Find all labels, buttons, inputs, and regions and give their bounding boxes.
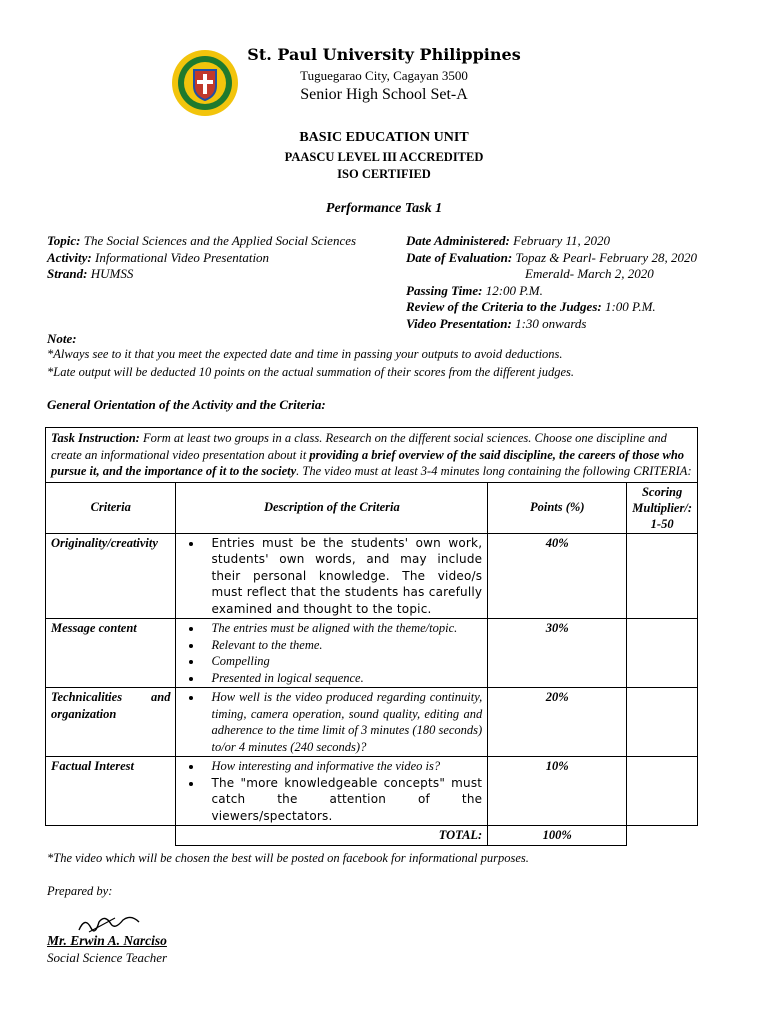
points-cell: 40% bbox=[488, 533, 627, 619]
note-line-1: *Always see to it that you meet the expected date and time in passing your outputs to avoid deductions. bbox=[47, 347, 563, 361]
activity-label: Activity: bbox=[47, 249, 92, 265]
certification-line: ISO CERTIFIED bbox=[337, 167, 431, 181]
table-row bbox=[46, 757, 698, 826]
header-criteria: Criteria bbox=[46, 482, 176, 533]
header-multiplier: Scoring Multiplier/: 1-50 bbox=[627, 482, 698, 533]
header-points: Points (%) bbox=[488, 482, 627, 533]
activity-value: Informational Video Presentation bbox=[95, 249, 270, 265]
details-left bbox=[47, 233, 356, 283]
teacher-name: Mr. Erwin A. Narciso bbox=[47, 933, 167, 948]
note-label: Note: bbox=[47, 331, 77, 346]
score-cell[interactable] bbox=[627, 619, 698, 688]
points-cell: 20% bbox=[488, 688, 627, 757]
instruction-label: Task Instruction: bbox=[51, 431, 140, 445]
passing-value: 12:00 P.M. bbox=[485, 282, 543, 298]
criteria-cell: Message content bbox=[46, 619, 176, 688]
table-row bbox=[46, 619, 698, 688]
table-row bbox=[46, 688, 698, 757]
review-value: 1:00 P.M. bbox=[604, 299, 656, 314]
school-address: Tuguegarao City, Cagayan 3500 bbox=[300, 68, 468, 83]
topic-value: The Social Sciences and the Applied Social Sciences bbox=[83, 233, 357, 248]
task-instruction bbox=[46, 428, 698, 483]
orientation-heading: General Orientation of the Activity and the Criteria: bbox=[47, 397, 326, 412]
strand-value: HUMSS bbox=[90, 266, 134, 281]
score-cell[interactable] bbox=[627, 757, 698, 826]
description-item: • Entries must be the students' own work, students' own words, and may include their personal knowledge. The video/s must reflect that the students has carefully examined and thought to the topic. bbox=[203, 535, 482, 618]
description-cell bbox=[176, 619, 488, 688]
instruction-bold: providing a brief overview of the said discipline, the careers of those who pursue it, and the importance of it to the society bbox=[51, 447, 685, 478]
points-cell: 30% bbox=[488, 619, 627, 688]
total-label: TOTAL: bbox=[176, 826, 488, 846]
points-cell: 10% bbox=[488, 757, 627, 826]
video-value: 1:30 onwards bbox=[515, 315, 587, 331]
score-cell[interactable] bbox=[627, 533, 698, 619]
total-value: 100% bbox=[488, 826, 627, 846]
video-label: Video Presentation: bbox=[406, 315, 512, 331]
date-eval-value-1: Topaz & Pearl- February 28, 2020 bbox=[515, 249, 697, 265]
date-eval-label: Date of Evaluation: bbox=[406, 249, 513, 265]
description-item: • The "more knowledgeable concepts" must catch the attention of the viewers/spectators. bbox=[203, 775, 482, 825]
description-item: • The entries must be aligned with the theme/topic. bbox=[203, 620, 482, 637]
description-cell bbox=[176, 688, 488, 757]
unit-heading: BASIC EDUCATION UNIT bbox=[299, 130, 469, 145]
description-item: • Relevant to the theme. bbox=[203, 637, 482, 654]
passing-label: Passing Time: bbox=[406, 282, 483, 298]
description-item: • How well is the video produced regarding continuity, timing, camera operation, sound quality, editing and adherence to the time limit of 3 minutes (180 seconds) to/or 4 minutes (240 seconds)? bbox=[203, 689, 482, 755]
accreditation-line: PAASCU LEVEL III ACCREDITED bbox=[284, 150, 484, 164]
table-header-row bbox=[46, 482, 698, 533]
header-description: Description of the Criteria bbox=[176, 482, 488, 533]
description-item: • How interesting and informative the video is? bbox=[203, 758, 482, 775]
teacher-title: Social Science Teacher bbox=[47, 950, 168, 965]
footnote: *The video which will be chosen the best will be posted on facebook for informational purposes. bbox=[47, 851, 529, 865]
date-eval-value-2: Emerald- March 2, 2020 bbox=[525, 266, 654, 281]
school-name: St. Paul University Philippines bbox=[247, 45, 521, 64]
review-label: Review of the Criteria to the Judges: bbox=[406, 299, 602, 314]
details-right bbox=[406, 233, 697, 332]
note-line-2: *Late output will be deducted 10 points on the actual summation of their scores from the different judges. bbox=[47, 365, 575, 379]
total-row bbox=[46, 826, 698, 846]
description-cell bbox=[176, 533, 488, 619]
prepared-by-label: Prepared by: bbox=[47, 884, 113, 898]
date-admin-label: Date Administered: bbox=[406, 233, 510, 248]
table-row bbox=[46, 533, 698, 619]
task-title: Performance Task 1 bbox=[325, 201, 443, 216]
description-item: • Presented in logical sequence. bbox=[203, 670, 482, 687]
strand-label: Strand: bbox=[47, 266, 88, 281]
date-admin-value: February 11, 2020 bbox=[513, 233, 611, 248]
criteria-cell: Factual Interest bbox=[46, 757, 176, 826]
score-cell[interactable] bbox=[627, 688, 698, 757]
instruction-text-2: . The video must at least 3-4 minutes long containing the following CRITERIA: bbox=[296, 464, 692, 478]
criteria-table bbox=[45, 427, 698, 846]
topic-label: Topic: bbox=[47, 233, 81, 248]
description-cell bbox=[176, 757, 488, 826]
description-item: • Compelling bbox=[203, 653, 482, 670]
criteria-cell: Originality/creativity bbox=[46, 533, 176, 619]
instruction-text-1: Form at least two groups in a class. Research on the different social sciences. Choose one discipline and create an informational video presentation about it bbox=[51, 431, 667, 462]
department-name: Senior High School Set-A bbox=[300, 86, 468, 103]
criteria-cell: Technicalities and organization bbox=[46, 688, 176, 757]
task-instruction-row bbox=[46, 428, 698, 483]
